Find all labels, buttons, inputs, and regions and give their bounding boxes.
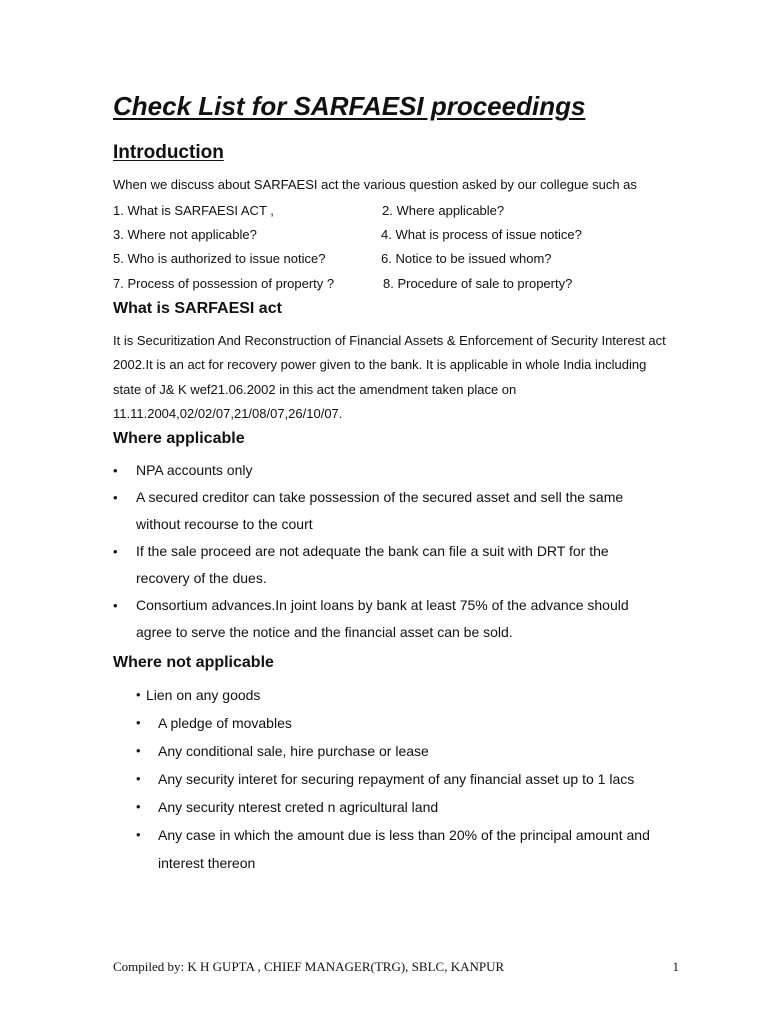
question-item: 3. Where not applicable? bbox=[113, 227, 257, 242]
where-not-applicable-list bbox=[136, 681, 658, 877]
question-item: 1. What is SARFAESI ACT , bbox=[113, 203, 274, 218]
list-item: • Any security nterest creted n agricultural land bbox=[136, 793, 658, 821]
question-item: 5. Who is authorized to issue notice? bbox=[113, 251, 326, 266]
list-item: • Any security interet for securing repayment of any financial asset up to 1 lacs bbox=[136, 765, 658, 793]
where-not-applicable-heading: Where not applicable bbox=[113, 654, 274, 671]
footer-compiled-by: Compiled by: K H GUPTA , CHIEF MANAGER(TRG), SBLC, KANPUR bbox=[113, 959, 505, 974]
where-applicable-heading: Where applicable bbox=[113, 430, 245, 447]
page-footer bbox=[113, 959, 679, 975]
question-item: 7. Process of possession of property ? bbox=[113, 276, 335, 291]
page-title: Check List for SARFAESI proceedings bbox=[113, 91, 586, 121]
list-item: • If the sale proceed are not adequate the bank can file a suit with DRT for the recovery of the dues. bbox=[113, 538, 656, 592]
list-item: • A pledge of movables bbox=[136, 709, 658, 737]
question-item: 4. What is process of issue notice? bbox=[381, 227, 582, 242]
question-item: 2. Where applicable? bbox=[382, 203, 505, 218]
introduction-lead: When we discuss about SARFAESI act the various question asked by our collegue such as bbox=[113, 177, 637, 192]
page-number: 1 bbox=[672, 959, 679, 974]
introduction-heading: Introduction bbox=[113, 142, 224, 163]
where-applicable-list bbox=[113, 457, 656, 646]
list-item: • Consortium advances.In joint loans by bank at least 75% of the advance should agree to serve the notice and the financial asset can be sold. bbox=[113, 592, 656, 646]
question-item: 6. Notice to be issued whom? bbox=[381, 251, 552, 266]
what-is-paragraph: It is Securitization And Reconstruction of Financial Assets & Enforcement of Security Interest act 2002.It is an act for recovery power given to the bank. It is applicable in whole India including state of J& K wef21.06.2002 in this act the amendment taken place on 11.11.2004,02/02/07,21/08/07,26/10/07. bbox=[113, 333, 666, 421]
list-item: • Any case in which the amount due is less than 20% of the principal amount and interest thereon bbox=[136, 821, 658, 877]
what-is-heading: What is SARFAESI act bbox=[113, 300, 282, 317]
list-item: • NPA accounts only bbox=[113, 457, 656, 484]
list-item: • Any conditional sale, hire purchase or lease bbox=[136, 737, 658, 765]
list-item: • A secured creditor can take possession of the secured asset and sell the same without recourse to the court bbox=[113, 484, 656, 538]
question-item: 8. Procedure of sale to property? bbox=[383, 276, 573, 291]
list-item: • Lien on any goods bbox=[136, 681, 646, 709]
